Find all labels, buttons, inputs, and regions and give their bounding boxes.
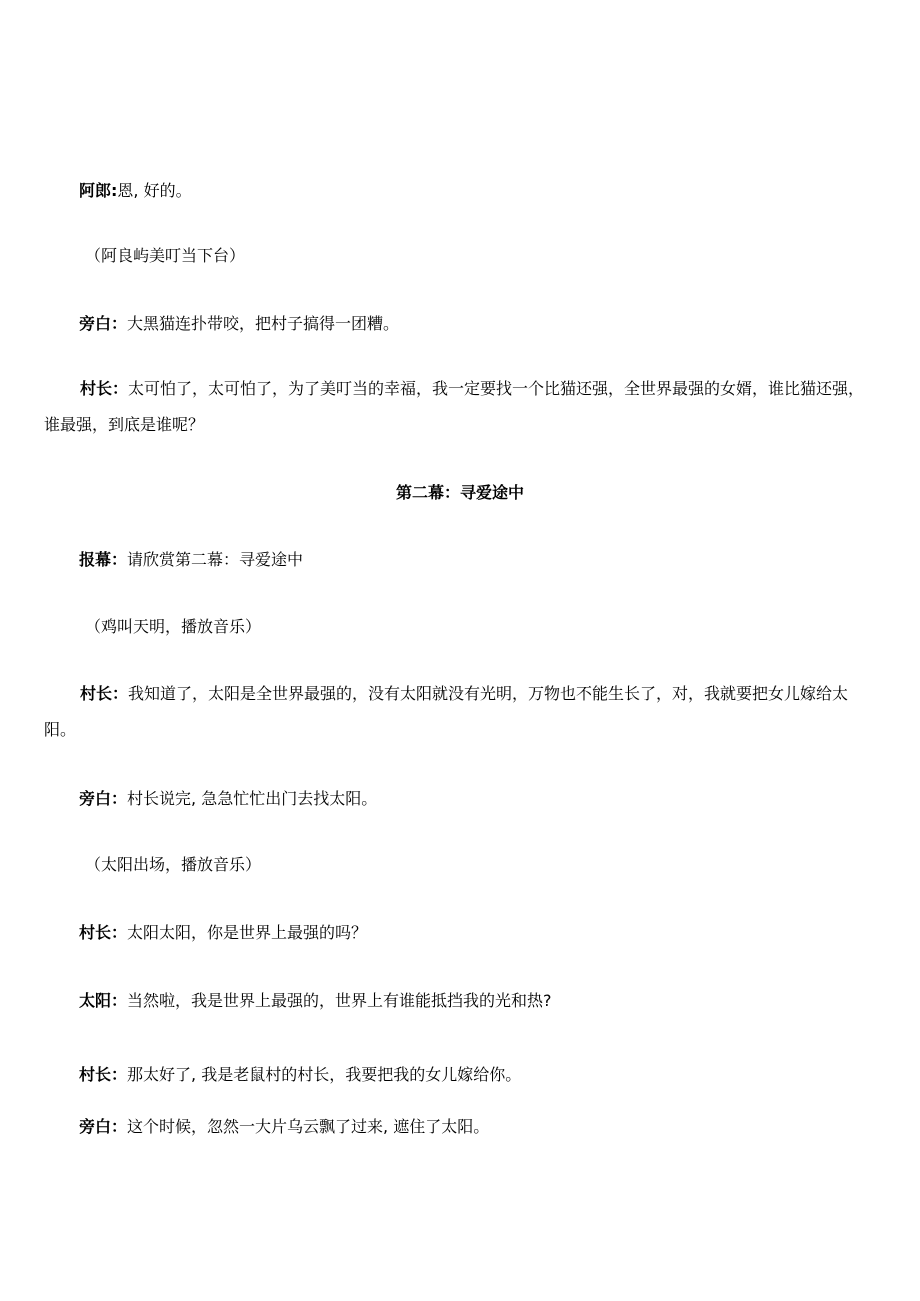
speaker-separator: :	[111, 181, 118, 200]
dialogue-line	[44, 371, 878, 443]
speaker-name: 村长	[80, 684, 113, 703]
speaker-separator: ：	[112, 379, 129, 398]
stage-direction	[85, 246, 245, 266]
dialogue-line	[79, 314, 399, 334]
speaker-name: 村长	[79, 1065, 112, 1084]
speaker-separator: ：	[111, 550, 128, 569]
dialogue-text: 太阳太阳，你是世界上最强的吗？	[127, 923, 368, 942]
dialogue-line	[79, 1117, 489, 1137]
speaker-name: 旁白	[79, 789, 112, 808]
speaker-name: 旁白	[79, 314, 112, 333]
speaker-separator: ：	[111, 789, 128, 808]
stage-direction	[85, 617, 261, 637]
stage-direction-text: （阿良屿美叮当下台）	[85, 246, 246, 265]
dialogue-line	[79, 991, 552, 1011]
dialogue-text: 我知道了，太阳是全世界最强的，没有太阳就没有光明，万物也不能生长了，对，我就要把女儿嫁给太阳。	[44, 684, 849, 739]
speaker-name: 村长	[80, 379, 113, 398]
speaker-separator: ：	[111, 923, 128, 942]
dialogue-text: 太可怕了，太可怕了，为了美叮当的幸福，我一定要找一个比猫还强，全世界最强的女婿，谁比猫还强，谁最强，到底是谁呢？	[44, 379, 865, 434]
dialogue-line	[79, 181, 192, 201]
dialogue-text: 这个时候，忽然一大片乌云飘了过来, 遮住了太阳。	[127, 1117, 490, 1136]
stage-direction-text: （太阳出场，播放音乐）	[85, 855, 262, 874]
speaker-name: 报幕	[79, 550, 112, 569]
dialogue-text: 村长说完, 急急忙忙出门去找太阳。	[127, 789, 378, 808]
speaker-separator: ：	[111, 1065, 128, 1084]
dialogue-text: 当然啦，我是世界上最强的，世界上有谁能抵挡我的光和热?	[127, 991, 552, 1010]
dialogue-line	[44, 676, 878, 748]
speaker-separator: ：	[111, 1117, 128, 1136]
speaker-separator: ：	[112, 684, 129, 703]
dialogue-text: 恩, 好的。	[117, 181, 192, 200]
speaker-name: 旁白	[79, 1117, 112, 1136]
speaker-name: 村长	[79, 923, 112, 942]
speaker-separator: ：	[111, 314, 128, 333]
dialogue-text: 大黑猫连扑带咬，把村子搞得一团糟。	[127, 314, 400, 333]
speaker-name: 太阳	[79, 991, 112, 1010]
speaker-name: 阿郎	[79, 181, 112, 200]
speaker-separator: ：	[111, 991, 128, 1010]
dialogue-text: 请欣赏第二幕：寻爱途中	[127, 550, 304, 569]
dialogue-line	[79, 550, 303, 570]
dialogue-line	[79, 789, 377, 809]
dialogue-line	[79, 923, 367, 943]
act-heading: 第二幕：寻爱途中	[395, 483, 524, 502]
dialogue-text: 那太好了, 我是老鼠村的村长，我要把我的女儿嫁给你。	[127, 1065, 522, 1084]
stage-direction-text: （鸡叫天明，播放音乐）	[85, 617, 262, 636]
dialogue-line	[79, 1065, 521, 1085]
stage-direction	[85, 855, 261, 875]
